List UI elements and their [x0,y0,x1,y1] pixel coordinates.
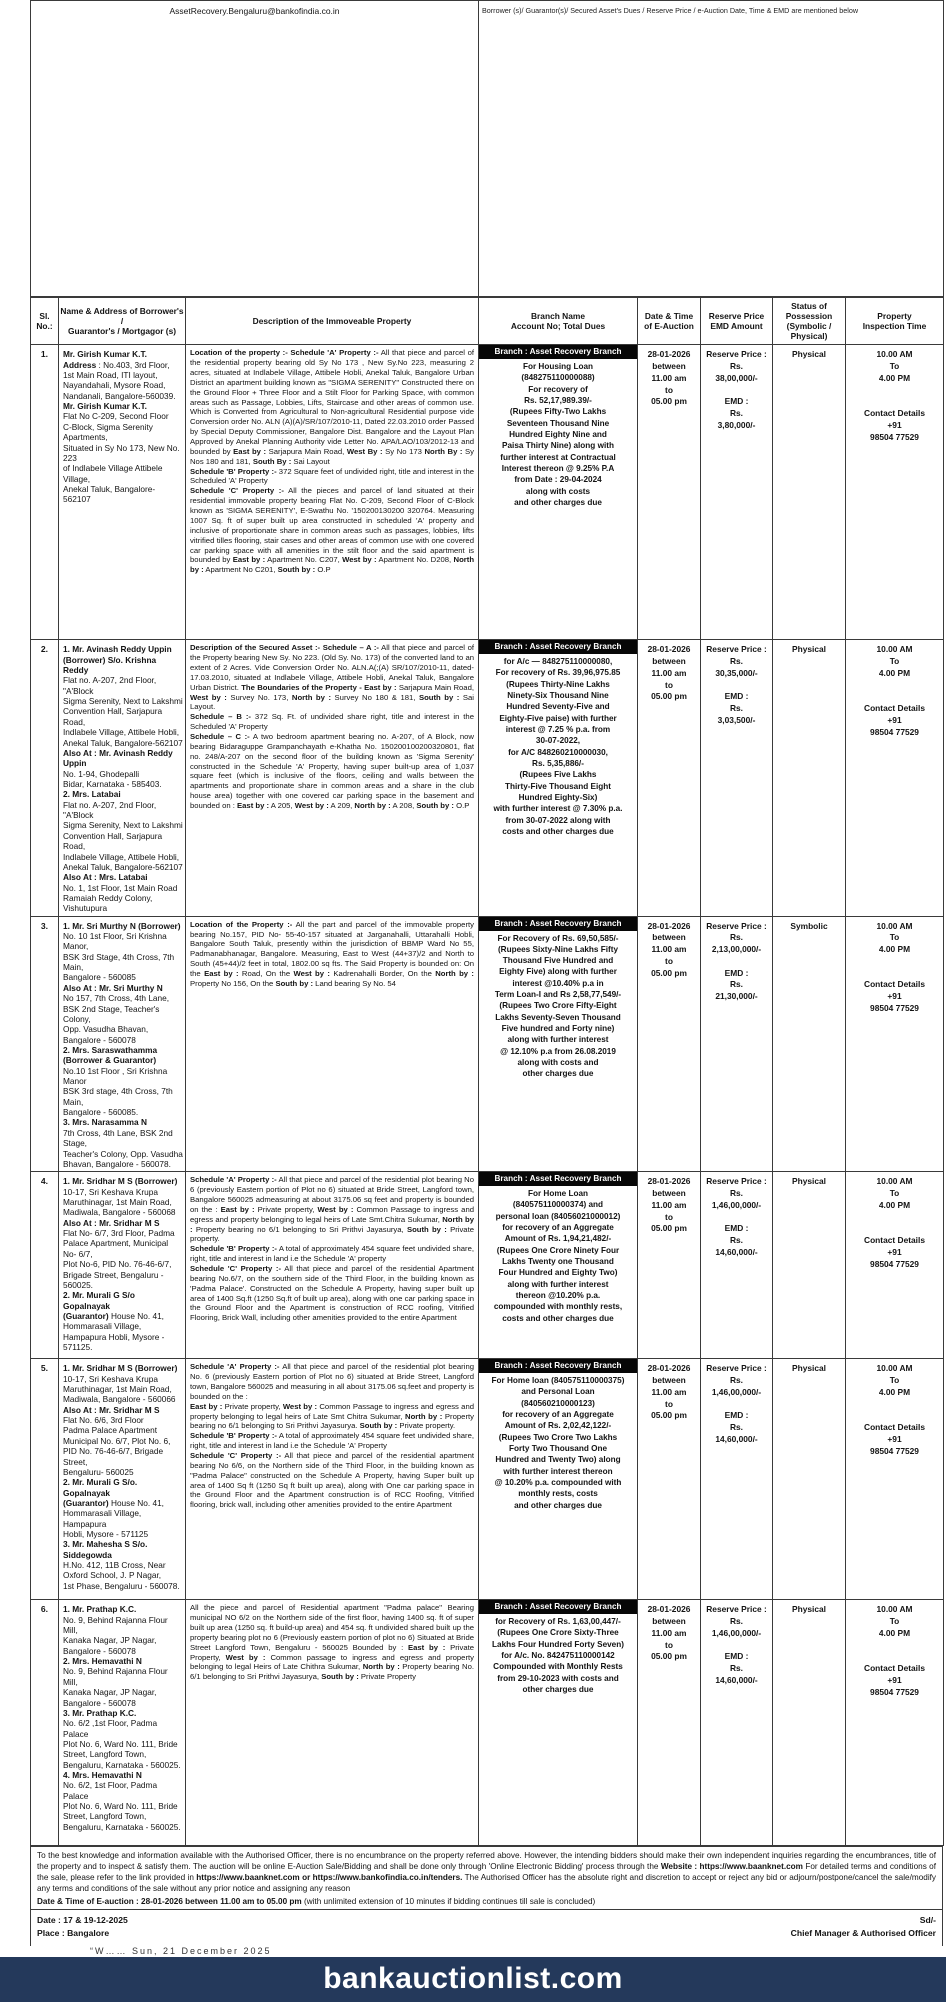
branch-dues-text: for A/c — 848275110000080, For recovery of Rs. 39,96,975.85 (Rupees Thirty-Nine Lakhs Ninety-Six Thousand Nine Hundred Seventy-Five and Eighty-Five paise) with further interest @ 7.25 % p.a. from 30-07-2022, for A/C 848260210000030, Rs. 5,35,886/- (Rupees Five Lakhs Thirty-Five Thousand Eight Hundred Eighty-Six) with further interest @ 7.30% p.a. from 30-07-2022 along with costs and other charges due [493,657,623,836]
disclaimer-text: To the best knowledge and information available with the Authorised Officer, there is no encumbrance on the property referred above. However, the intending bidders should make their own independent inquiries regarding the encumbrances, title of the property and to inspect & satisfy them. The auction will be online E-Auction Sale/Bidding and shall be done only through 'Online Electronic Bidding' process through the Website : https://www.baanknet.com For detailed terms and conditions of the sale, please refer to the link provided in https://www.baanknet.com or https://www.bankofindia.co.in/tenders. The Authorised Officer has the absolute right and discretion to accept or reject any bid or adjourn/postpone/cancel the sale/modify any terms and conditions of the sale without any prior notice and assigning any reason [37,1851,937,1893]
branch-account-cell [479,1359,638,1600]
property-description-cell: All the piece and parcel of Residential apartment "Padma palace" Bearing municipal NO 6/2 on the Northern side of the first floor, having 1400 sq. ft of super built up area (1250 sq. ft build-up area) and 454 sq. ft undivided shared built up the property bearing plot no 6 (Previously eastern portion of plot no 6) Situated at Bride Street Langford Town, Bengaluru - 560025 Bounded by : East by : Private Property, West by : Common passage to ingress and egress and property belonging to legal Heirs of Late Chithra Sukumar, North by : Property bearing No. 6/1 belonging to Sri Prithvi Jayasurya, South by : Private Property [186,1600,479,1846]
notice-note: Borrower (s)/ Guarantor(s)/ Secured Asset's Dues / Reserve Price / e-Auction Date, Time & EMD are mentioned below [479,1,944,297]
reserve-price-emd-cell: Reserve Price : Rs. 30,35,000/- EMD : Rs. 3,03,500/- [701,640,773,916]
inspection-time-cell: 10.00 AM To 4.00 PM Contact Details +91 98504 77529 [846,1172,944,1359]
inspection-time-cell: 10.00 AM To 4.00 PM Contact Details +91 98504 77529 [846,345,944,640]
branch-dues-text: For Recovery of Rs. 69,50,585/- (Rupees Sixty-Nine Lakhs Fifty Thousand Five Hundred and Eighty Five) along with further interest @10.40% p.a in Term Loan-I and Rs 2,58,77,549/- (Rupees Two Crore Fifty-Eight Lakhs Seventy-Seven Thousand Five hundred and Forty nine) along with further interest @ 12.10% p.a from 26.08.2019 along with costs and other charges due [494,933,622,1079]
sl-no-cell: 4. [31,1172,59,1359]
notice-place: Place : Bangalore [37,1927,110,1938]
reserve-price-emd-cell: Reserve Price : Rs. 1,46,00,000/- EMD : Rs. 14,60,000/- [701,1172,773,1359]
sl-no-cell: 5. [31,1359,59,1600]
branch-dues-text: For Home Loan (840575110000374) and personal loan (84056021000012) for recovery of an Aggregate Amount of Rs. 1,94,21,482/- (Rupees One Crore Ninety Four Lakhs Twenty one Thousand Four Hundred and Eighty Two) along with further interest thereon @10.20% p.a. compounded with monthly rests, costs and other charges due [493,1189,623,1323]
branch-name-label: Branch : Asset Recovery Branch [479,1600,637,1614]
inspection-time-cell: 10.00 AM To 4.00 PM Contact Details +91 98504 77529 [846,1359,944,1600]
col-header-1: Name & Address of Borrower's / Guarantor's / Mortgagor (s) [59,298,186,345]
property-description-cell: Schedule 'A' Property :- All that piece and parcel of the residential plot bearing No. 6 (previously Eastern portion of Plot no 6) situated at Bride Street, Langford town, Bangalore 560025 and measuring in all about 3175.06 sq.feet and property is bounded on the : East by : Private property, West by : Common Passage to ingress and egress and property belonging to legal heirs of Late Smt Chitra Sukumar, North by : Property bearing no 6/1 belonging to Sri Prithvi Jayasurya. South by : Private property. Schedule 'B' Property :- A total of approximately 454 square feet undivided share, right, title and interest in land i.e the Schedule 'A' Property Schedule 'C' Property :- All that piece and parcel of the residential apartment bearing No 6/6, on the Northern side of the Third Floor, in the building known as "Padma Palace" constructed on the Schedule A Property, having Super built up area of 1400 Sq ft (1250 Sq ft built up area), along with One car parking space in the Ground Floor and the Apartment construction is of RCC Roofing, Vitrified flooring, brick wall, including other amenities provided to the entire Apartment [186,1359,479,1600]
property-description-cell: Location of the Property :- All the part and parcel of the immovable property bearing No.157, PID No- 55-40-157 situated at Jarganahalli, Uttarahalli Hobli, Bangalore South Taluk, presently within the jurisdiction of BBMP Ward No 55, Padmanabhanagar, Bangalore. Measuring, East to West (44+37)/2 and North to South (45+44)/2 feet in total, 1802.00 sq fts. The Said Property is bounded on: On the East by : Road, On the West by : Kadrenahalli Border, On the North by : Property No 156, On the South by : Land bearing Sy No. 54 [186,916,479,1172]
branch-dues-text: for Recovery of Rs. 1,63,00,447/- (Rupees One Crore Sixty-Three Lakhs Four Hundred Forty Seven) for A/c. No. 842475110000142 Compounded with Monthly Rests from 29-10-2023 with costs and other charges due [492,1617,624,1694]
branch-name-label: Branch : Asset Recovery Branch [479,917,637,931]
col-header-3: Branch Name Account No; Total Dues [479,298,638,345]
notice-date: Date : 17 & 19-12-2025 [37,1914,128,1925]
property-description-cell: Location of the property :- Schedule 'A' Property :- All that piece and parcel of the residential property bearing old Sy No 173 , New Sy.No 223, measuring 2 acres, situated at Indlabele Village, Attibele Hobli, Anekal Taluk, Bangalore Urban District an apartment building known as "SIGMA SERENITY" Constructed there on the Ground Floor + Three Floor and a Stilt Floor for Parking Space, with common areas such as Passage, Lobbies, Lifts, Staircase and other areas of common use. Which is Converted from Agricultural to Non-agricultural Residential purpose vide Conversion order No. ALN (A)(A)/SR/107/2010-11, Dated 22.03.2010 order Passed by Special Deputy Commissioner, Bangalore Dist. Bangalore and the Layout Plan Approved by Anekal Planning Authority vide Letter No. APA/LAO/103/2012-13 and bounded by East by : Sarjapura Main Road, West By : Sy No 173 North By : Sy Nos 180 and 181, South By : Sai Layout Schedule 'B' Property :- 372 Square feet of undivided right, title and interest in the Scheduled 'A' Property Schedule 'C' Property :- All the pieces and parcel of land situated at their residential immovable property bearing Flat No. C-209, Second Floor of C-Block known as 'SIGMA SERENITY', E-Swathu No. '150200130200 320764. Measuring 1007 Sq. ft of super built up area constructed in scheduled 'A' property and inclusive of proportionate share in common areas such as passages, lobbies, lifts vitrified tilles flooring, stair cases and other areas of common use with one covered car parking space with all amenities in the stilt floor and the said apartment is bounded by East by : Apartment No. C207, West by : Apartment No. D208, North by : Apartment No C201, South by : O.P [186,345,479,640]
e-auction-datetime-cell: 28-01-2026 between 11.00 am to 05.00 pm [638,1600,701,1846]
possession-status-cell: Physical [773,1172,846,1359]
table-row [31,1359,944,1600]
table-row [31,640,944,916]
col-header-6: Status of Possession (Symbolic / Physical) [773,298,846,345]
borrower-name-address-cell: 1. Mr. Prathap K.C. No. 9, Behind Rajanna Flour Mill, Kanaka Nagar, JP Nagar, Bangalore - 560078 2. Mrs. Hemavathi N No. 9, Behind Rajanna Flour Mill, Kanaka Nagar, JP Nagar, Bangalore - 560078 3. Mr. Prathap K.C. No. 6/2 ,1st Floor, Padma Palace Plot No. 6, Ward No. 111, Bride Street, Langford Town, Bengaluru, Karnataka - 560025. 4. Mrs. Hemavathi N No. 6/2, 1st Floor, Padma Palace Plot No. 6, Ward No. 111, Bride Street, Langford Town, Bengaluru, Karnataka - 560025. [59,1600,186,1846]
col-header-0: Sl. No.: [31,298,59,345]
col-header-7: Property Inspection Time [846,298,944,345]
branch-name-label: Branch : Asset Recovery Branch [479,345,637,359]
table-row [31,1172,944,1359]
auction-table [30,297,944,1846]
branch-account-cell [479,345,638,640]
truncated-line: “W…… Sun, 21 December 2025 [90,1945,272,1956]
table-row [31,345,944,640]
inspection-time-cell: 10.00 AM To 4.00 PM Contact Details +91 98504 77529 [846,1600,944,1846]
borrower-name-address-cell: 1. Mr. Avinash Reddy Uppin (Borrower) S/o. Krishna Reddy Flat no. A-207, 2nd Floor, "A'Block Sigma Serenity, Next to Lakshmi Convention Hall, Sarjapura Road, Indlabele Village, Attibele Hobli, Anekal Taluk, Bangalore-562107 Also At : Mr. Avinash Reddy Uppin No. 1-94, Ghodepalli Bidar, Karnataka - 585403. 2. Mrs. Latabai Flat no. A-207, 2nd Floor, "A'Block Sigma Serenity, Next to Lakshmi Convention Hall, Sarjapura Road, Indlabele Village, Attibele Hobli, Anekal Taluk, Bangalore-562107 Also At : Mrs. Latabai No. 1, 1st Floor, 1st Main Road Ramaiah Reddy Colony, Vishutupura [59,640,186,916]
e-auction-datetime-cell: 28-01-2026 between 11.00 am to 05.00 pm [638,1359,701,1600]
possession-status-cell: Physical [773,640,846,916]
sl-no-cell: 6. [31,1600,59,1846]
possession-status-cell: Physical [773,1359,846,1600]
footer-terms [30,1846,943,1910]
table-row [31,916,944,1172]
branch-dues-text: For Home loan (840575110000375) and Personal Loan (840560210000123) for recovery of an Aggregate Amount of Rs. 2,02,42,122/- (Rupees Two Crore Two Lakhs Forty Two Thousand One Hundred and Twenty Two) along with further interest thereon @ 10.20% p.a. compounded with monthly rests, costs and other charges due [491,1376,625,1510]
branch-account-cell [479,1172,638,1359]
col-header-5: Reserve Price EMD Amount [701,298,773,345]
branch-dues-text: For Housing Loan (848275110000088) For recovery of Rs. 52,17,989.39/- (Rupees Fifty-Two Lakhs Seventeen Thousand Nine Hundred Eighty Nine and Paisa Thirty Nine) along with further interest at Contractual Interest thereon @ 9.25% P.A from Date : 29-04-2024 along with costs and other charges due [500,362,616,507]
reserve-price-emd-cell: Reserve Price : Rs. 1,46,00,000/- EMD : Rs. 14,60,000/- [701,1600,773,1846]
sl-no-cell: 1. [31,345,59,640]
auction-table-header [31,298,944,345]
site-banner [0,1957,946,2002]
e-auction-datetime-cell: 28-01-2026 between 11.00 am to 05.00 pm [638,916,701,1172]
property-description-cell: Description of the Secured Asset :- Schedule – A :- All that piece and parcel of the Property bearing New Sy. No 223. (Old Sy. No. 173) of the converted land to an extent of 2 Acres. Vide Conversion Order No. ALN.A(;(A) SR/107/2010-11, dated-17.03.2010, situated at Indlabele Village, Attibele Hobli, Anekal Taluk, Bangalore Urban District. The Boundaries of the Property - East by : Sarjapura Main Road, West by : Survey No. 173, North by : Survey No 180 & 181, South by : Sai Layout. Schedule – B :- 372 Sq. Ft. of undivided share right, title and interest in the Scheduled 'A' Property Schedule – C :- A two bedroom apartment bearing no. A-207, of A Block, now bearing Bidaraguppe Grampanchayath e-Khatha No. 150200100200320801, flat no. 248/A-207 on the second floor of the building known as 'Sigma Serenity' constructed in the Schedule 'A' Property, having super built-up area of 1,037 square feet (which is inclusive of the floors, ceiling and walls between the apartments and proportionate share in common areas and a share in the club house area) together with one covered car parking space in the basement and bounded on : East by : A 205, West by : A 209, North by : A 208, South by : O.P [186,640,479,916]
branch-email: AssetRecovery.Bengaluru@bankofindia.co.in [31,1,479,297]
col-header-4: Date & Time of E-Auction [638,298,701,345]
property-description-cell: Schedule 'A' Property :- All that piece and parcel of the residential plot bearing No 6 (previously Eastern portion of Plot no 6) situated at Bride Street, Langford town, Bangalore 560025 admeasuring at about 3175.06 sq feet and property is bounded on the : East by : Private property, West by : Common Passage to ingress and egress and property belonging to legal heirs of Late Smt.Chitra Sukumar, North by : Property bearing no 6/1 belonging to Sri Prithvi Jayasurya, South by : Private property. Schedule 'B' Property :- A total of approximately 454 square feet undivided share, right, title and interest in land i.e the Schedule 'A' property Schedule 'C' Property :- All that piece and parcel of the residential Apartment bearing No.6/7, on the southern side of the Third Floor, in the building known as 'Padma Palace'. Constructed on the Schedule A Property, having super built up area of 1400 Sq.ft (1250 Sq.ft of built up area), along with one car parking space in the Ground Floor and the Apartment is construction of RCC roofing, Vitrified Flooring, Brick Wall, including other amenities provided to the entire Apartment [186,1172,479,1359]
branch-account-cell [479,916,638,1172]
branch-name-label: Branch : Asset Recovery Branch [479,1359,637,1373]
possession-status-cell: Physical [773,345,846,640]
branch-name-label: Branch : Asset Recovery Branch [479,1172,637,1186]
branch-account-cell [479,1600,638,1846]
col-header-2: Description of the Immoveable Property [186,298,479,345]
reserve-price-emd-cell: Reserve Price : Rs. 38,00,000/- EMD : Rs. 3,80,000/- [701,345,773,640]
sl-no-cell: 2. [31,640,59,916]
borrower-name-address-cell: 1. Mr. Sridhar M S (Borrower) 10-17, Sri Keshava Krupa Maruthinagar, 1st Main Road, Madiwala, Bangalore - 560066 Also At : Mr. Sridhar M S Flat No. 6/6, 3rd Floor Padma Palace Apartment Municipal No. 6/7, Plot No. 6, PID No. 76-46-6/7, Brigade Street, Bengaluru- 560025 2. Mr. Murali G S/o. Gopalnayak (Guarantor) House No. 41, Hommarasali Village, Hampapura Hobli, Mysore - 571125 3. Mr. Mahesha S S/o. Siddegowda H.No. 412, 11B Cross, Near Oxford School, J. P Nagar, 1st Phase, Bengaluru - 560078. [59,1359,186,1600]
site-banner-text: bankauctionlist.com [323,1962,623,1996]
signature-sd: Sd/- [919,1914,936,1925]
reserve-price-emd-cell: Reserve Price : Rs. 1,46,00,000/- EMD : Rs. 14,60,000/- [701,1359,773,1600]
branch-account-cell [479,640,638,916]
e-auction-datetime-line: Date & Time of E-auction : 28-01-2026 between 11.00 am to 05.00 pm (with unlimited extension of 10 minutes if bidding continues till sale is concluded) [37,1896,596,1906]
e-auction-datetime-cell: 28-01-2026 between 11.00 am to 05.00 pm [638,1172,701,1359]
inspection-time-cell: 10.00 AM To 4.00 PM Contact Details +91 98504 77529 [846,916,944,1172]
sl-no-cell: 3. [31,916,59,1172]
inspection-time-cell: 10.00 AM To 4.00 PM Contact Details +91 98504 77529 [846,640,944,916]
table-row [31,1600,944,1846]
officer-title: Chief Manager & Authorised Officer [790,1927,936,1938]
borrower-name-address-cell: 1. Mr. Sridhar M S (Borrower) 10-17, Sri Keshava Krupa Maruthinagar, 1st Main Road, Madiwala, Bangalore - 560068 Also At : Mr. Sridhar M S Flat No- 6/7, 3rd Floor, Padma Palace Apartment, Municipal No- 6/7, Plot No-6, PID No. 76-46-6/7, Brigade Street, Bengaluru - 560025. 2. Mr. Murali G S/o Gopalnayak (Guarantor) House No. 41, Hommarasali Village, Hampapura Hobli, Mysore - 571125. [59,1172,186,1359]
signature-block [30,1910,943,1946]
branch-name-label: Branch : Asset Recovery Branch [479,640,637,654]
e-auction-datetime-cell: 28-01-2026 between 11.00 am to 05.00 pm [638,345,701,640]
borrower-name-address-cell: 1. Mr. Sri Murthy N (Borrower) No. 10 1st Floor, Sri Krishna Manor, BSK 3rd Stage, 4th Cross, 7th Main, Bangalore - 560085 Also At : Mr. Sri Murthy N No 157, 7th Cross, 4th Lane, BSK 2nd Stage, Teacher's Colony, Opp. Vasudha Bhavan, Bangalore - 560078 2. Mrs. Saraswathamma (Borrower & Guarantor) No.10 1st Floor , Sri Krishna Manor BSK 3rd stage, 4th Cross, 7th Main, Bangalore - 560085. 3. Mrs. Narasamma N 7th Cross, 4th Lane, BSK 2nd Stage, Teacher's Colony, Opp. Vasudha Bhavan, Bangalore - 560078. [59,916,186,1172]
e-auction-datetime-cell: 28-01-2026 between 11.00 am to 05.00 pm [638,640,701,916]
possession-status-cell: Physical [773,1600,846,1846]
top-info-row [30,0,944,297]
reserve-price-emd-cell: Reserve Price : Rs. 2,13,00,000/- EMD : Rs. 21,30,000/- [701,916,773,1172]
possession-status-cell: Symbolic [773,916,846,1172]
borrower-name-address-cell: Mr. Girish Kumar K.T. Address : No.403, 3rd Floor, 1st Main Road, ITI layout, Nayandahali, Mysore Road, Nandanali, Bangalore-560039. Mr. Girish Kumar K.T. Flat No C-209, Second Floor C-Block, Sigma Serenity Apartments, Situated in Sy No 173, New No. 223 of Indlabele Village Attibele Village, Anekal Taluk, Bangalore- 562107 [59,345,186,640]
